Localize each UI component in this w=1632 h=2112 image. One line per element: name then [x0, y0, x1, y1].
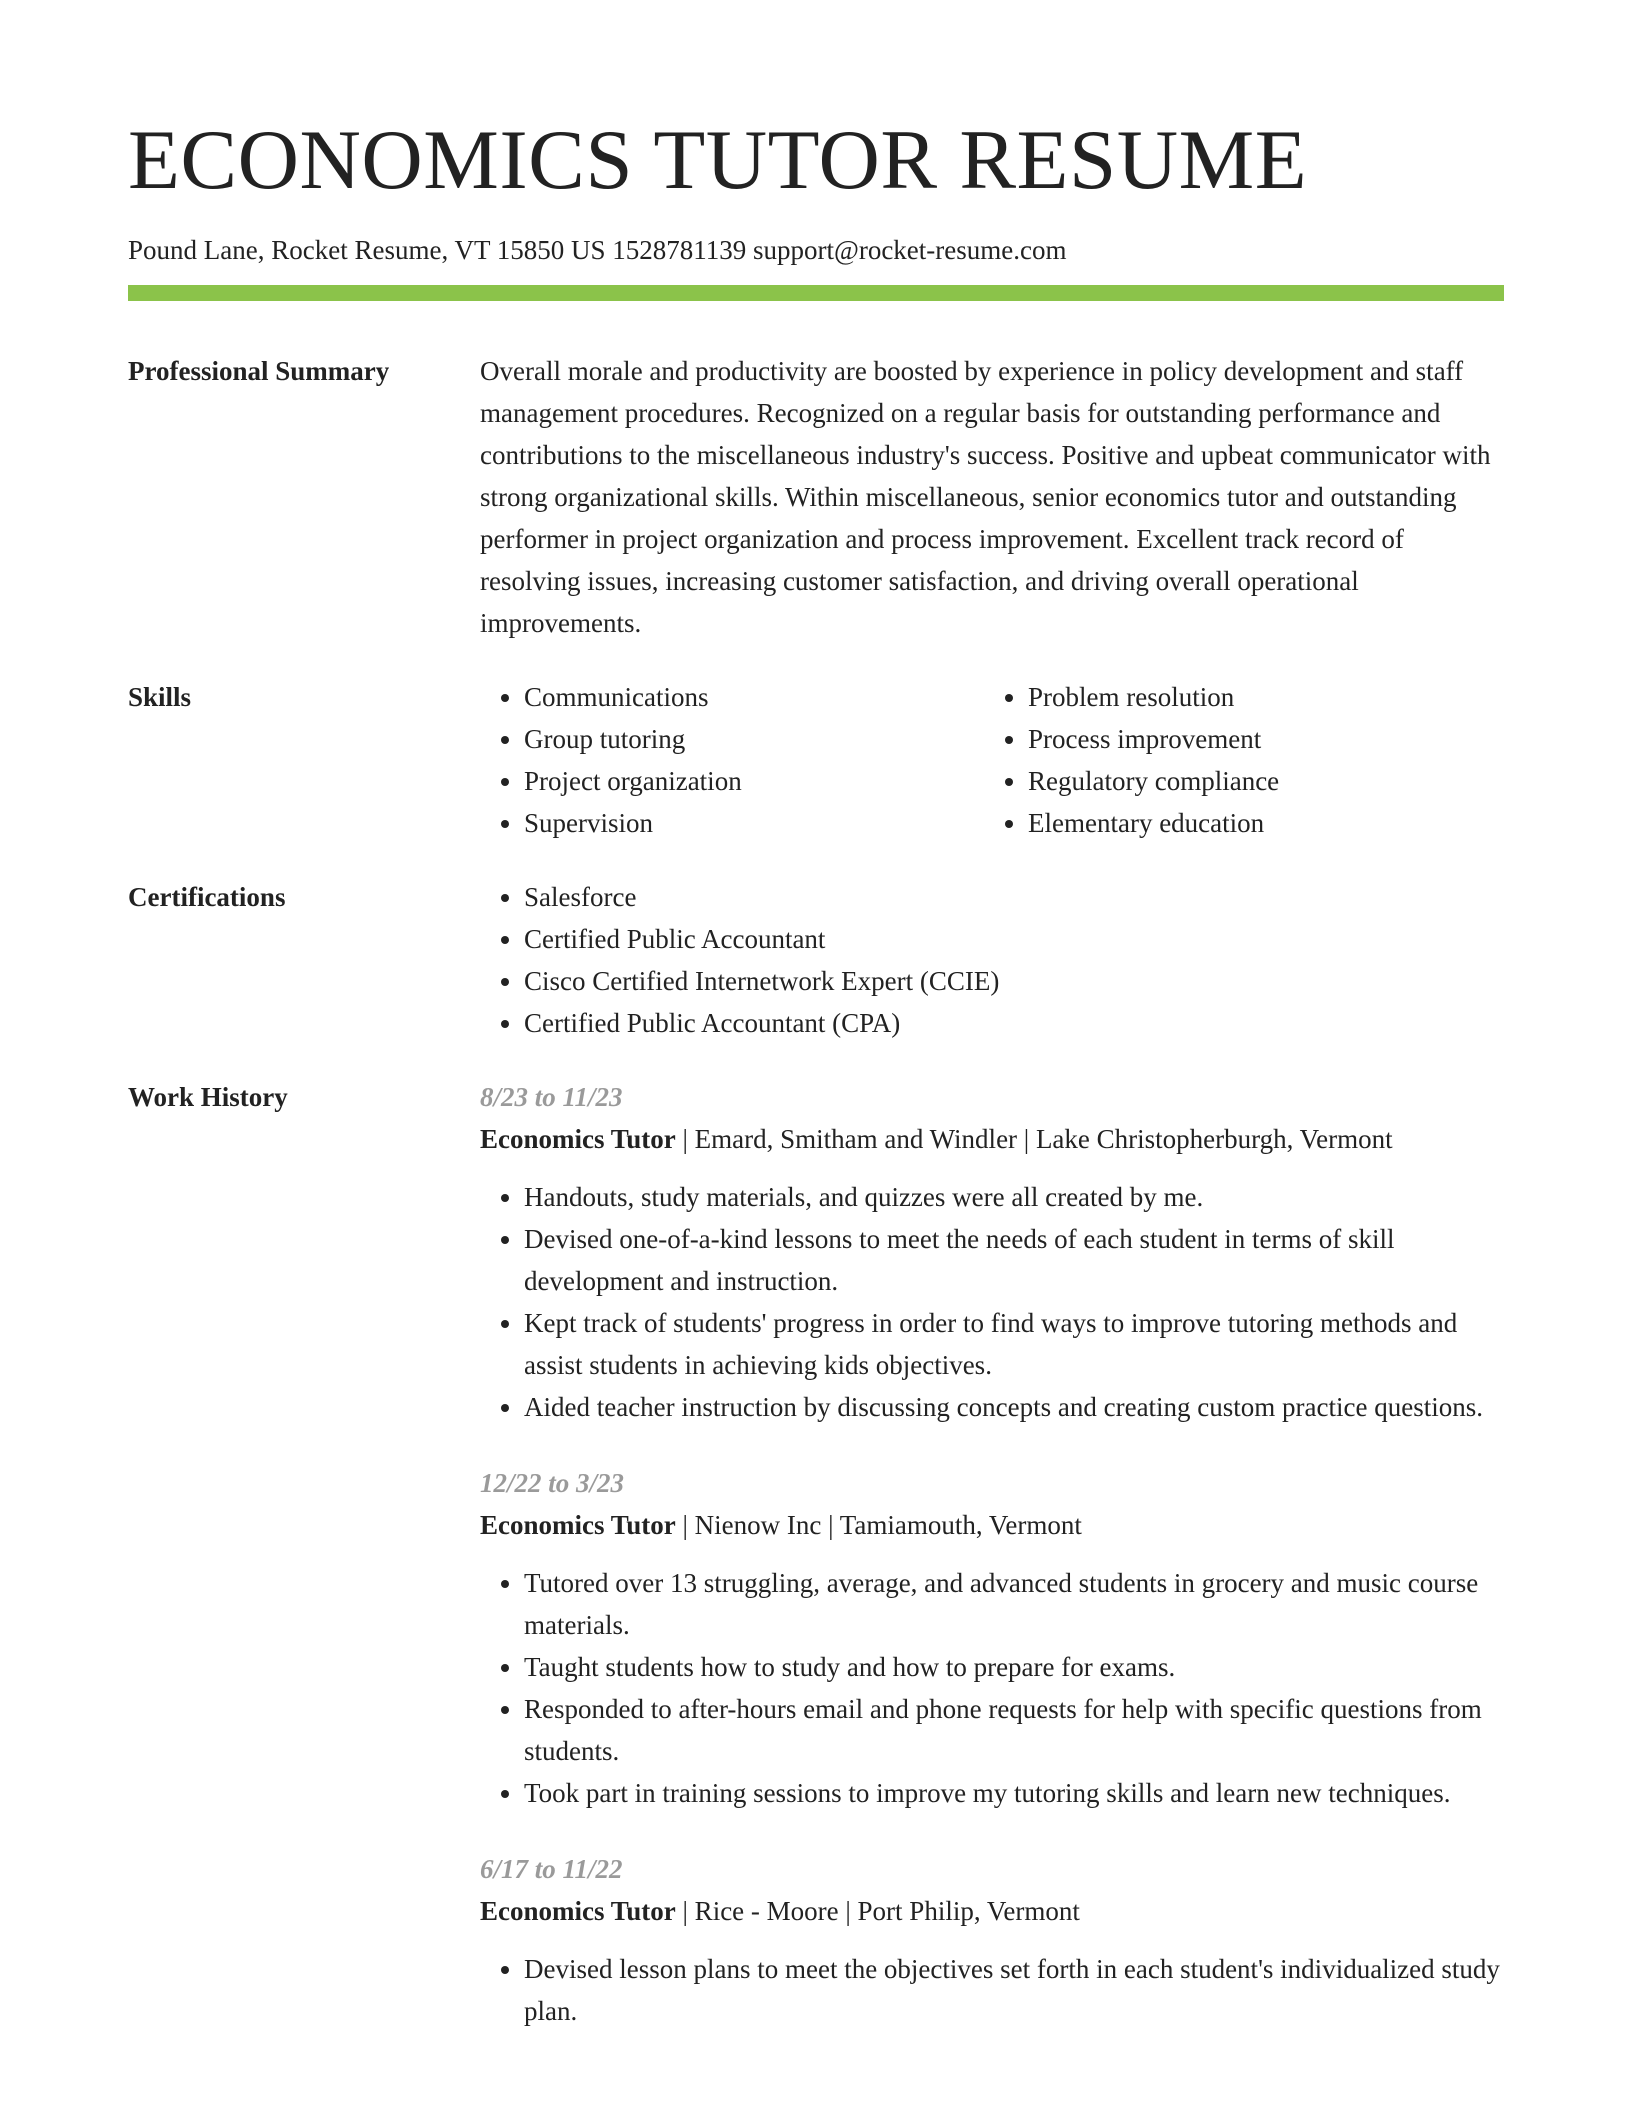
section-label-skills: Skills	[128, 682, 192, 712]
resume-sections	[128, 350, 1504, 2098]
skill-item: • Regulatory compliance	[1028, 760, 1488, 802]
section-label-certifications: Certifications	[128, 882, 286, 912]
job-title: Economics Tutor	[480, 1510, 676, 1540]
summary-text: Overall morale and productivity are boosted by experience in policy development and staff management procedures. Recognized on a regular basis for outstanding performance and contributions to the miscellaneous industry's success. Positive and upbeat communicator with strong organizational skills. Within miscellaneous, senior economics tutor and outstanding performer in project organization and process improvement. Excellent track record of resolving issues, increasing customer satisfaction, and driving overall operational improvements.	[480, 356, 1491, 638]
job-heading	[480, 1890, 1504, 1932]
job-employer-location: | Emard, Smitham and Windler | Lake Christopherburgh, Vermont	[675, 1124, 1393, 1154]
certification-item: • Certified Public Accountant	[524, 918, 1504, 960]
certification-item: • Salesforce	[524, 876, 1504, 918]
job-dates: 12/22 to 3/23	[480, 1468, 625, 1498]
job-bullets	[480, 1176, 1504, 1428]
skills-column-1	[480, 676, 984, 844]
job-bullet: • Tutored over 13 struggling, average, and advanced students in grocery and music course materials.	[524, 1562, 1504, 1646]
section-label-summary: Professional Summary	[128, 356, 390, 386]
skills-column-2	[984, 676, 1488, 844]
job-bullet: • Aided teacher instruction by discussing concepts and creating custom practice questions.	[524, 1386, 1504, 1428]
skill-item: • Communications	[524, 676, 984, 718]
job-heading	[480, 1118, 1504, 1160]
summary-section	[128, 350, 1504, 644]
job-entry	[480, 1848, 1504, 2032]
job-entry	[480, 1076, 1504, 1428]
skill-item: • Problem resolution	[1028, 676, 1488, 718]
section-label-work-history: Work History	[128, 1082, 288, 1112]
job-bullet: • Devised lesson plans to meet the objectives set forth in each student's individualized study plan.	[524, 1948, 1504, 2032]
job-entry	[480, 1462, 1504, 1814]
job-bullet: • Took part in training sessions to improve my tutoring skills and learn new techniques.	[524, 1772, 1504, 1814]
skill-item: • Supervision	[524, 802, 984, 844]
job-heading	[480, 1504, 1504, 1546]
skills-content	[480, 676, 1504, 844]
work-history-content	[480, 1076, 1504, 2066]
job-bullets	[480, 1948, 1504, 2032]
job-title: Economics Tutor	[480, 1124, 676, 1154]
certifications-content	[480, 876, 1504, 1044]
resume-title: ECONOMICS TUTOR RESUME	[128, 113, 1308, 207]
job-bullet: • Responded to after-hours email and phone requests for help with specific questions from students.	[524, 1688, 1504, 1772]
contact-line: Pound Lane, Rocket Resume, VT 15850 US 1528781139 support@rocket-resume.com	[128, 235, 1067, 265]
job-bullet: • Taught students how to study and how to prepare for exams.	[524, 1646, 1504, 1688]
job-dates: 8/23 to 11/23	[480, 1082, 623, 1112]
skill-item: • Project organization	[524, 760, 984, 802]
job-bullets	[480, 1562, 1504, 1814]
job-bullet: • Handouts, study materials, and quizzes were all created by me.	[524, 1176, 1504, 1218]
skill-item: • Elementary education	[1028, 802, 1488, 844]
job-bullet: • Kept track of students' progress in order to find ways to improve tutoring methods and assist students in achieving kids objectives.	[524, 1302, 1504, 1386]
certification-item: • Certified Public Accountant (CPA)	[524, 1002, 1504, 1044]
job-employer-location: | Nienow Inc | Tamiamouth, Vermont	[675, 1510, 1082, 1540]
skills-section	[128, 676, 1504, 844]
job-dates: 6/17 to 11/22	[480, 1854, 623, 1884]
certifications-section	[128, 876, 1504, 1044]
summary-content	[480, 350, 1504, 644]
job-bullet: • Devised one-of-a-kind lessons to meet the needs of each student in terms of skill development and instruction.	[524, 1218, 1504, 1302]
skill-item: • Process improvement	[1028, 718, 1488, 760]
skill-item: • Group tutoring	[524, 718, 984, 760]
certifications-list	[480, 876, 1504, 1044]
header-divider	[128, 285, 1504, 301]
work-history-section	[128, 1076, 1504, 2066]
job-employer-location: | Rice - Moore | Port Philip, Vermont	[675, 1896, 1080, 1926]
job-title: Economics Tutor	[480, 1896, 676, 1926]
certification-item: • Cisco Certified Internetwork Expert (CCIE)	[524, 960, 1504, 1002]
